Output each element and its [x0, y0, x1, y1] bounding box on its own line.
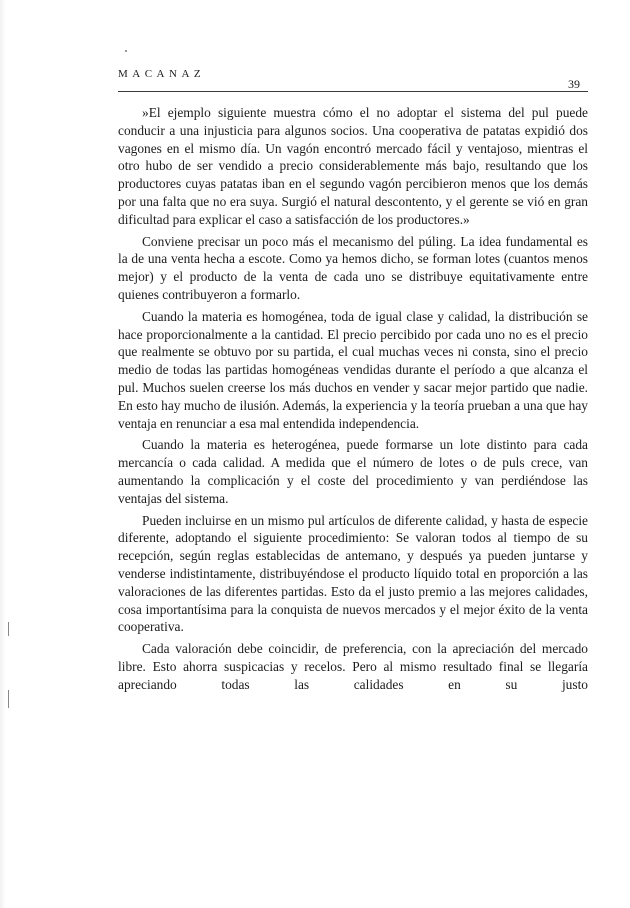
margin-scan-mark [8, 690, 9, 708]
page-edge-shadow [0, 0, 6, 908]
paragraph: Pueden incluirse en un mismo pul artículos de diferente calidad, y hasta de especie diferente, adoptando el siguiente procedimiento: Se valoran todos al tiempo de su recepción, según reglas establecidas de antemano, y después ya pueden juntarse y venderse indistintamente, distribuyéndose el producto líquido total en proporción a las valoraciones de las diferentes partidas. Esto da el justo premio a las mejores calidades, cosa importantísima para la conquista de nuevos mercados y el mejor éxito de la venta cooperativa. [118, 512, 588, 635]
body-text [118, 104, 588, 694]
header-rule [118, 91, 588, 92]
paragraph: Cada valoración debe coincidir, de preferencia, con la apreciación del mercado libre. Esto ahorra suspicacias y recelos. Pero al mismo resultado final se llegaría apreciando todas las calidades en su justo [118, 641, 588, 692]
paragraph: Conviene precisar un poco más el mecanismo del púling. La idea fundamental es la de una venta hecha a escote. Como ya hemos dicho, se forman lotes (cuantos menos mejor) y el producto de la venta de cada uno se distribuye equitativamente entre quienes contribuyeron a formarlo. [118, 233, 588, 302]
speck-mark [125, 50, 127, 52]
paragraph: Cuando la materia es homogénea, toda de igual clase y calidad, la distribución se hace proporcionalmente a la cantidad. El precio percibido por cada uno no es el precio que realmente se obtuvo por su partida, el cual muchas veces ni consta, sino el precio medio de todas las partidas homogéneas vendidas durante el período a que alcanza el pul. Muchos suelen creerse los más duchos en vender y sacar mejor partido que nadie. En esto hay mucho de ilusión. Además, la experiencia y la teoría prueban a una que hay ventaja en renunciar a esa mal entendida independencia. [118, 308, 588, 431]
paragraph: »El ejemplo siguiente muestra cómo el no adoptar el sistema del pul puede conducir a una injusticia para algunos socios. Una cooperativa de patatas expidió dos vagones en el mismo día. Un vagón encontró mercado fácil y ventajoso, mientras el otro hubo de ser vendido a precio considerablemente más bajo, resultando que los productores cuyas patatas iban en el segundo vagón percibieron menos que los demás por una falta que no era suya. Surgió el natural descontento, y el gerente se vió en gran dificultad para explicar el caso a satisfacción de los productores.» [118, 105, 588, 227]
margin-scan-mark [8, 622, 9, 636]
paragraph: Cuando la materia es heterogénea, puede formarse un lote distinto para cada mercancía o cada calidad. A medida que el número de lotes o de puls crece, van aumentando la complicación y el coste del procedimiento y van perdiéndose las ventajas del sistema. [118, 437, 588, 506]
page-number: 39 [568, 77, 580, 91]
running-head: MACANAZ [118, 68, 206, 80]
